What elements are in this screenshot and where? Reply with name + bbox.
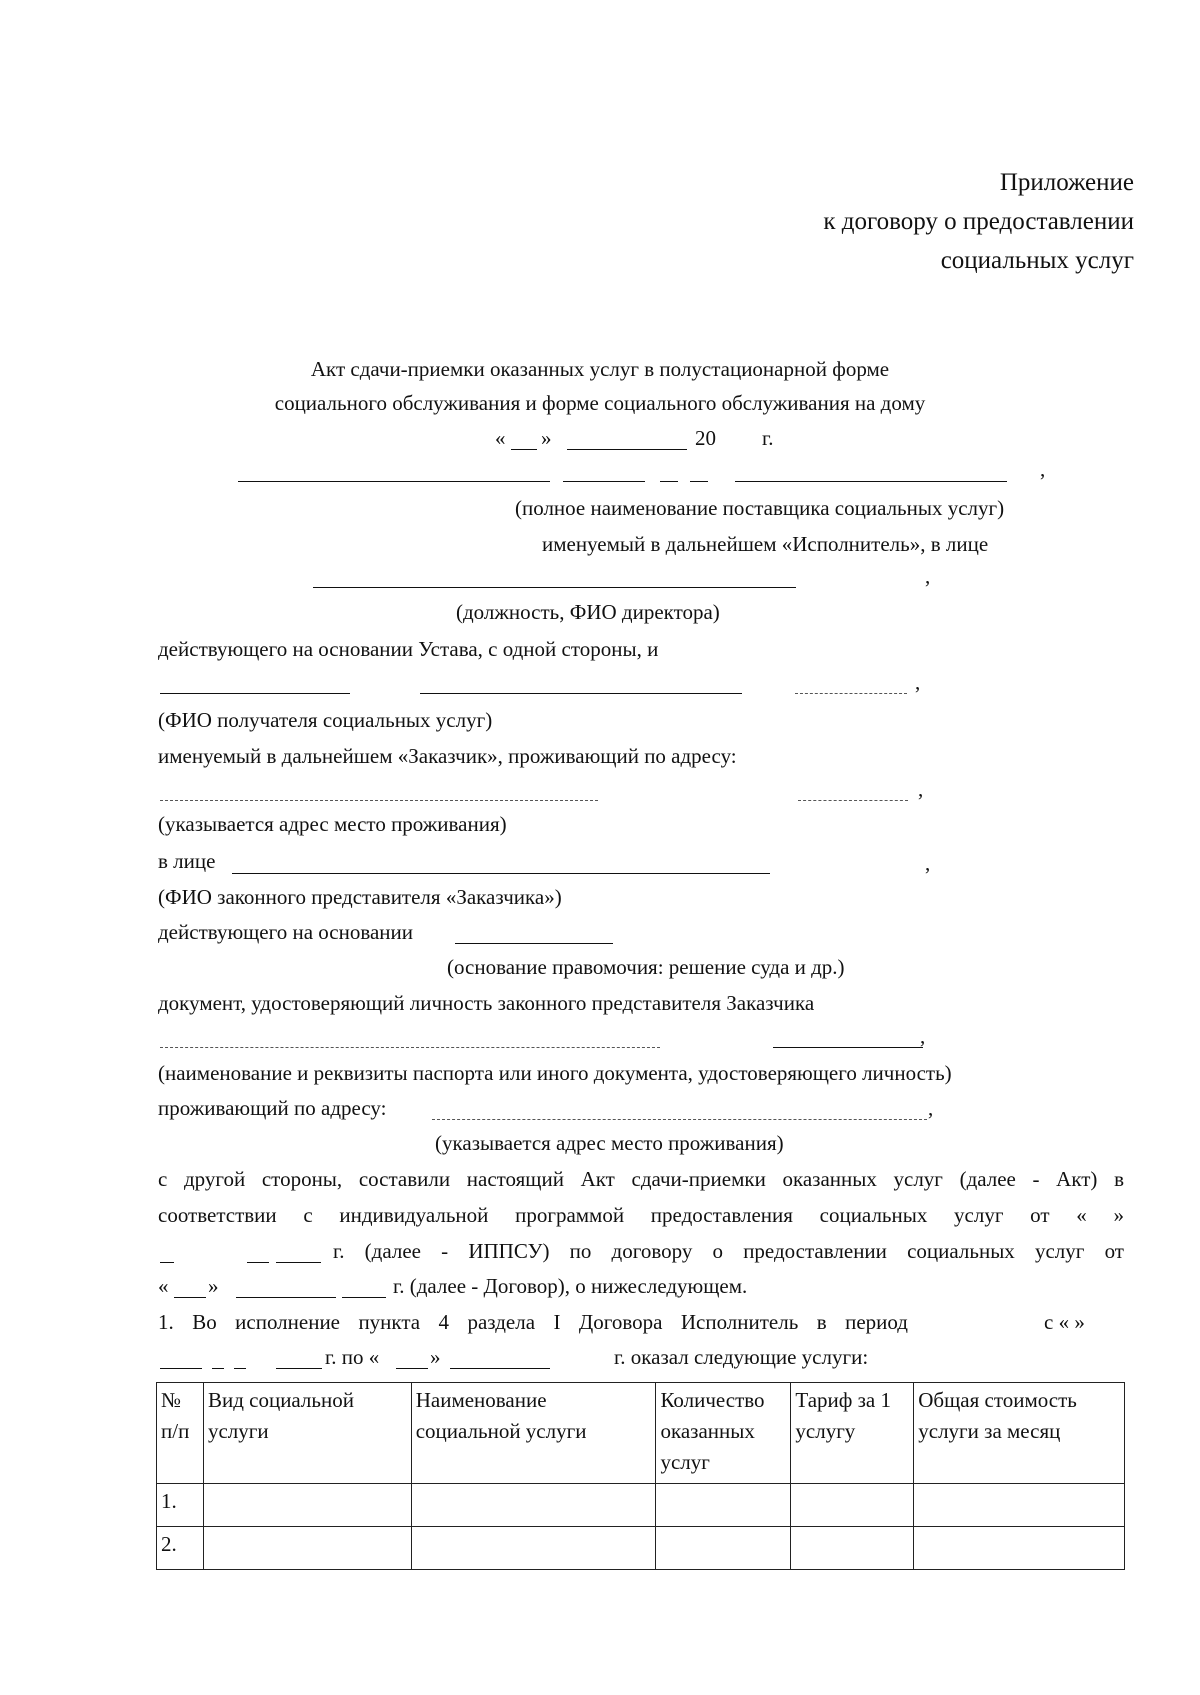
contract-day-blank bbox=[174, 1297, 206, 1298]
contract-month-blank bbox=[236, 1297, 336, 1298]
services-table bbox=[156, 1382, 1125, 1570]
act-title-line1: Акт сдачи-приемки оказанных услуг в полустационарной форме bbox=[310, 357, 890, 381]
appendix-contract-ref: к договору о предоставлении bbox=[823, 208, 1134, 235]
date-year-prefix: 20 bbox=[695, 426, 716, 450]
contract-year-blank bbox=[342, 1297, 386, 1298]
cell-service-type bbox=[203, 1484, 411, 1527]
date-open-quote: « bbox=[495, 426, 506, 450]
address-caption-2: (указывается адрес место проживания) bbox=[435, 1131, 784, 1155]
date-year-suffix: г. bbox=[762, 426, 774, 450]
cell-service-name bbox=[411, 1527, 656, 1570]
contract-date-open: « bbox=[158, 1274, 169, 1298]
provider-blank-1 bbox=[238, 481, 550, 482]
recipient-caption: (ФИО получателя социальных услуг) bbox=[158, 708, 493, 732]
para-line-1: с другой стороны, составили настоящий Акт сдачи-приемки оказанных услуг (далее - Акт) в bbox=[158, 1167, 1124, 1191]
table-header-row bbox=[157, 1383, 1125, 1484]
col-header-quantity: Количество оказанных услуг bbox=[656, 1383, 791, 1484]
provider-comma: , bbox=[1040, 457, 1046, 481]
id-document-line: документ, удостоверяющий личность законного представителя Заказчика bbox=[158, 991, 815, 1015]
period-to-day-blank bbox=[396, 1368, 428, 1369]
period-to-label: г. по « bbox=[325, 1345, 380, 1369]
provider-blank-4 bbox=[690, 481, 708, 482]
col-header-total: Общая стоимость услуги за месяц bbox=[914, 1383, 1125, 1484]
item-1-from: с « » bbox=[1044, 1310, 1085, 1334]
executor-line: именуемый в дальнейшем «Исполнитель», в лице bbox=[542, 532, 989, 556]
col-header-number: № п/п bbox=[157, 1383, 204, 1484]
appendix-contract-ref-2: социальных услуг bbox=[940, 247, 1134, 274]
representative-caption: (ФИО законного представителя «Заказчика») bbox=[158, 885, 562, 909]
customer-address-blank bbox=[160, 800, 598, 801]
col-header-service-type: Вид социальной услуги bbox=[203, 1383, 411, 1484]
period-blank-2 bbox=[212, 1368, 224, 1369]
provider-blank-5 bbox=[735, 481, 1007, 482]
cell-total bbox=[914, 1484, 1125, 1527]
date-month-blank bbox=[567, 449, 687, 450]
director-blank bbox=[313, 587, 796, 588]
col-header-tariff: Тариф за 1 услугу bbox=[791, 1383, 914, 1484]
ippsu-date-blank-1 bbox=[160, 1262, 174, 1263]
item-1-text: 1. Во исполнение пункта 4 раздела I Договора Исполнитель в период bbox=[158, 1310, 908, 1334]
provider-blank-2 bbox=[563, 481, 645, 482]
cell-total bbox=[914, 1527, 1125, 1570]
cell-tariff bbox=[791, 1527, 914, 1570]
representative-comma: , bbox=[925, 851, 931, 875]
authority-caption: (основание правомочия: решение суда и др.) bbox=[447, 955, 845, 979]
acting-line: действующего на основании Устава, с одной стороны, и bbox=[158, 637, 659, 661]
cell-tariff bbox=[791, 1484, 914, 1527]
provider-blank-3 bbox=[660, 481, 678, 482]
cell-number: 2. bbox=[157, 1527, 204, 1570]
customer-address-comma: , bbox=[918, 777, 924, 801]
ippsu-date-blank-3 bbox=[276, 1262, 321, 1263]
cell-service-type bbox=[203, 1527, 411, 1570]
acting-basis-label: действующего на основании bbox=[158, 920, 414, 944]
appendix-label: Приложение bbox=[999, 169, 1134, 196]
residing-blank bbox=[432, 1119, 927, 1120]
director-caption: (должность, ФИО директора) bbox=[456, 600, 720, 624]
recipient-comma: , bbox=[915, 670, 921, 694]
cell-quantity bbox=[656, 1527, 791, 1570]
residing-comma: , bbox=[928, 1096, 934, 1120]
passport-comma: , bbox=[920, 1024, 926, 1048]
para-line-3: г. (далее - ИППСУ) по договору о предоставлении социальных услуг от bbox=[333, 1239, 1124, 1263]
representative-blank bbox=[232, 873, 770, 874]
acting-basis-blank bbox=[455, 943, 613, 944]
para-line-2: соответствии с индивидуальной программой предоставления социальных услуг от « » bbox=[158, 1203, 1124, 1227]
col-header-service-name: Наименование социальной услуги bbox=[411, 1383, 656, 1484]
address-caption: (указывается адрес место проживания) bbox=[158, 812, 507, 836]
period-close-quote: » bbox=[430, 1345, 441, 1369]
customer-address-blank-2 bbox=[798, 800, 908, 801]
provider-caption: (полное наименование поставщика социальных услуг) bbox=[515, 496, 1005, 520]
cell-number: 1. bbox=[157, 1484, 204, 1527]
director-comma: , bbox=[925, 564, 931, 588]
period-blank-3 bbox=[234, 1368, 246, 1369]
residing-label: проживающий по адресу: bbox=[158, 1096, 387, 1120]
ippsu-date-blank-2 bbox=[247, 1262, 269, 1263]
act-title-line2: социального обслуживания и форме социального обслуживания на дому bbox=[274, 391, 926, 415]
passport-blank-1 bbox=[160, 1047, 660, 1048]
customer-line: именуемый в дальнейшем «Заказчик», проживающий по адресу: bbox=[158, 744, 737, 768]
para-line-4: г. (далее - Договор), о нижеследующем. bbox=[393, 1274, 748, 1298]
cell-service-name bbox=[411, 1484, 656, 1527]
passport-caption: (наименование и реквизиты паспорта или иного документа, удостоверяющего личность) bbox=[158, 1061, 952, 1085]
period-blank-1 bbox=[160, 1368, 202, 1369]
period-to-month-blank bbox=[450, 1368, 550, 1369]
recipient-blank-2 bbox=[420, 693, 742, 694]
contract-date-close: » bbox=[208, 1274, 219, 1298]
period-end-text: г. оказал следующие услуги: bbox=[614, 1345, 869, 1369]
table-row bbox=[157, 1484, 1125, 1527]
date-day-blank bbox=[511, 449, 537, 450]
table-row bbox=[157, 1527, 1125, 1570]
passport-blank-2 bbox=[773, 1047, 923, 1048]
recipient-blank-3 bbox=[795, 693, 907, 694]
date-close-quote: » bbox=[541, 426, 552, 450]
recipient-blank-1 bbox=[160, 693, 350, 694]
period-blank-4 bbox=[276, 1368, 322, 1369]
in-person-label: в лице bbox=[158, 849, 216, 873]
cell-quantity bbox=[656, 1484, 791, 1527]
